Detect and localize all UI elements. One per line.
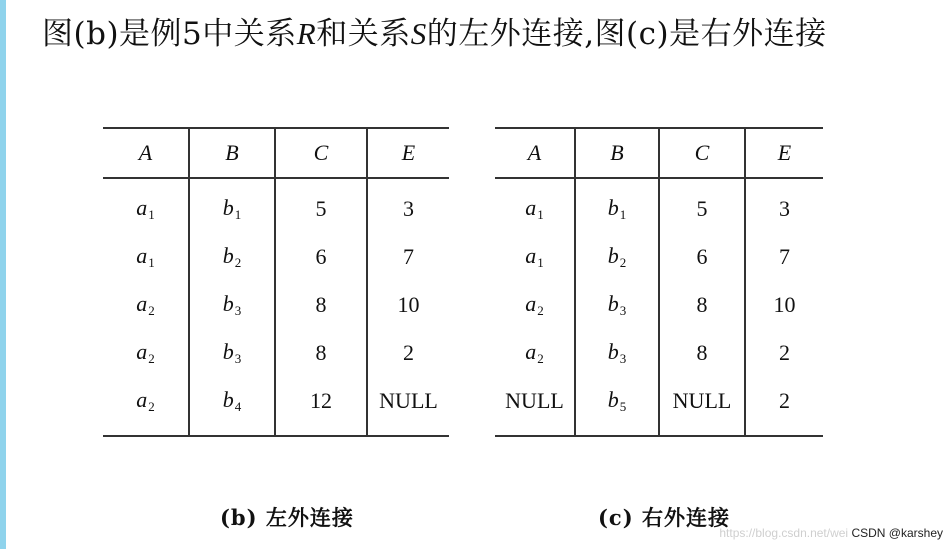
csdn-watermark	[719, 526, 943, 540]
table-cell: 2	[745, 377, 823, 436]
cell-variable: a	[525, 339, 537, 364]
heading-part2: 和关系	[316, 16, 411, 52]
heading-relation-r: R	[296, 16, 317, 51]
cell-subscript: 1	[148, 207, 155, 222]
table-cell: 5	[659, 178, 745, 233]
cell-subscript: 3	[619, 303, 627, 318]
heading-part1: 图(b)是例5中关系	[42, 16, 297, 52]
watermark-url: https://blog.csdn.net/wei	[719, 526, 849, 540]
table-row	[495, 377, 823, 436]
right-join-caption: (c) 右外连接	[598, 505, 730, 530]
table-cell: 6	[659, 233, 745, 281]
cell-variable: b	[222, 339, 234, 364]
left-join-caption: (b) 左外连接	[220, 505, 354, 530]
table-cell	[103, 178, 189, 233]
table-cell	[575, 178, 659, 233]
cell-variable: b	[222, 291, 234, 316]
cell-variable: a	[525, 291, 537, 316]
cell-variable: b	[222, 243, 234, 268]
table-cell: 2	[367, 329, 449, 377]
cell-subscript: 1	[234, 207, 242, 222]
cell-variable: b	[222, 387, 234, 412]
table-cell: 7	[367, 233, 449, 281]
table-row	[495, 329, 823, 377]
table-row	[495, 178, 823, 233]
column-header-e: E	[745, 128, 823, 178]
cell-subscript: 2	[619, 255, 627, 270]
column-header-c: C	[275, 128, 367, 178]
table-cell	[189, 329, 275, 377]
cell-subscript: 1	[537, 207, 544, 222]
table-cell: 3	[745, 178, 823, 233]
cell-subscript: 4	[234, 399, 242, 414]
cell-variable: b	[607, 243, 619, 268]
cell-variable: b	[607, 387, 619, 412]
table-cell: 6	[275, 233, 367, 281]
cell-variable: a	[525, 243, 537, 268]
cell-subscript: 3	[619, 351, 627, 366]
column-header-c: C	[659, 128, 745, 178]
table-row	[103, 377, 449, 436]
table-cell	[189, 281, 275, 329]
watermark-brand: CSDN @karshey	[851, 526, 943, 540]
table-cell: 8	[275, 329, 367, 377]
table-row	[495, 233, 823, 281]
column-header-b: B	[189, 128, 275, 178]
table-cell	[575, 233, 659, 281]
table-row	[103, 178, 449, 233]
heading-relation-s: S	[410, 16, 427, 51]
table-cell	[495, 281, 575, 329]
table-cell	[103, 233, 189, 281]
cell-variable: b	[607, 339, 619, 364]
slide-accent-bar	[0, 0, 6, 549]
table-cell	[189, 377, 275, 436]
cell-subscript: 3	[234, 351, 242, 366]
table-cell	[575, 281, 659, 329]
cell-subscript: 2	[537, 351, 544, 366]
cell-variable: a	[136, 195, 148, 220]
cell-subscript: 2	[148, 399, 155, 414]
column-header-a: A	[527, 140, 542, 165]
table-cell	[495, 233, 575, 281]
table-cell	[103, 329, 189, 377]
column-header-b: B	[575, 128, 659, 178]
table-cell: NULL	[505, 388, 564, 413]
cell-subscript: 5	[619, 399, 627, 414]
table-cell: 10	[367, 281, 449, 329]
table-cell: 7	[745, 233, 823, 281]
table-header-row	[103, 128, 449, 178]
cell-subscript: 2	[234, 255, 242, 270]
table-cell: 5	[275, 178, 367, 233]
column-header-e: E	[367, 128, 449, 178]
table-cell: 8	[659, 281, 745, 329]
cell-subscript: 1	[537, 255, 544, 270]
cell-variable: b	[607, 291, 619, 316]
slide-heading	[42, 14, 827, 54]
cell-subscript: 2	[148, 351, 155, 366]
table-cell	[495, 329, 575, 377]
table-cell	[575, 377, 659, 436]
table-header-row	[495, 128, 823, 178]
heading-part3: 的左外连接,图(c)是右外连接	[426, 16, 827, 52]
table-cell: 2	[745, 329, 823, 377]
cell-variable: b	[222, 195, 234, 220]
cell-subscript: 1	[619, 207, 627, 222]
table-cell	[495, 178, 575, 233]
column-header-a: A	[138, 140, 153, 165]
table-cell: 10	[745, 281, 823, 329]
table-cell	[103, 281, 189, 329]
table-cell: 8	[659, 329, 745, 377]
table-cell: NULL	[659, 377, 745, 436]
table-cell: NULL	[367, 377, 449, 436]
right-outer-join-table	[495, 127, 823, 437]
cell-variable: a	[136, 387, 148, 412]
table-cell	[189, 233, 275, 281]
left-outer-join-table	[103, 127, 449, 437]
cell-variable: b	[607, 195, 619, 220]
table-cell	[575, 329, 659, 377]
cell-subscript: 2	[537, 303, 544, 318]
table-cell: 12	[275, 377, 367, 436]
cell-variable: a	[136, 291, 148, 316]
table-row	[103, 329, 449, 377]
cell-subscript: 3	[234, 303, 242, 318]
table-cell: 8	[275, 281, 367, 329]
table-row	[103, 281, 449, 329]
cell-variable: a	[136, 339, 148, 364]
cell-subscript: 2	[148, 303, 155, 318]
table-row	[103, 233, 449, 281]
cell-subscript: 1	[148, 255, 155, 270]
table-cell	[189, 178, 275, 233]
table-cell: 3	[367, 178, 449, 233]
table-cell	[103, 377, 189, 436]
cell-variable: a	[136, 243, 148, 268]
table-row	[495, 281, 823, 329]
cell-variable: a	[525, 195, 537, 220]
